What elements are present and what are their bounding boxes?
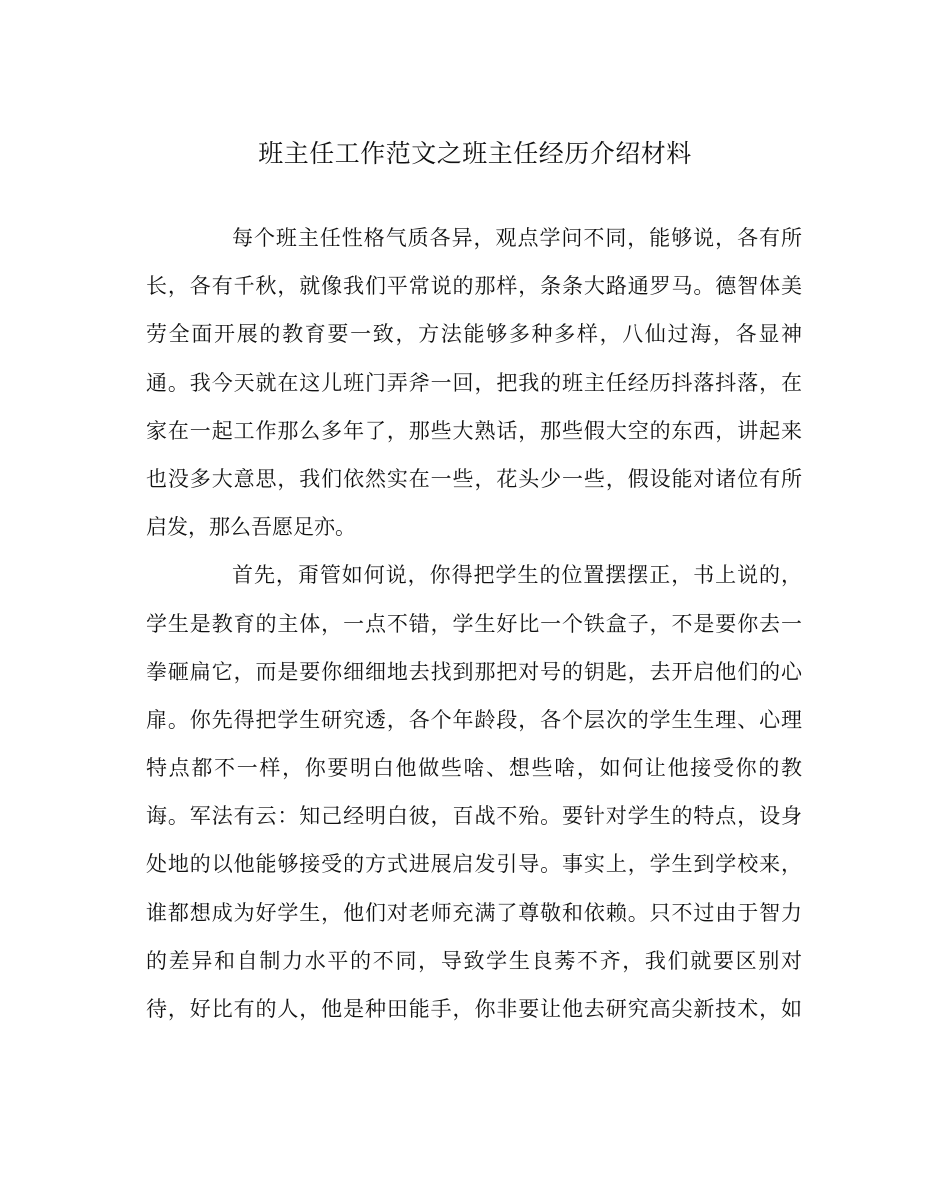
text-line: 也没多大意思，我们依然实在一些，花头少一些，假设能对诸位有所 bbox=[146, 466, 802, 491]
paragraph-2 bbox=[146, 551, 802, 1033]
text-line: 学生是教育的主体，一点不错，学生好比一个铁盒子，不是要你去一 bbox=[146, 611, 802, 636]
text-line: 劳全面开展的教育要一致，方法能够多种多样，八仙过海，各显神 bbox=[146, 322, 802, 347]
text-line: 处地的以他能够接受的方式进展启发引导。事实上，学生到学校来， bbox=[146, 852, 802, 877]
text-line: 启发，那么吾愿足亦。 bbox=[146, 515, 356, 540]
text-line: 特点都不一样，你要明白他做些啥、想些啥，如何让他接受你的教 bbox=[146, 756, 802, 781]
text-line: 拳砸扁它，而是要你细细地去找到那把对号的钥匙，去开启他们的心 bbox=[146, 659, 802, 684]
document-body bbox=[146, 214, 802, 1033]
text-line: 诲。军法有云：知己经明白彼，百战不殆。要针对学生的特点，设身 bbox=[146, 804, 802, 829]
text-line: 扉。你先得把学生研究透，各个年龄段，各个层次的学生生理、心理 bbox=[146, 707, 802, 732]
text-line: 谁都想成为好学生，他们对老师充满了尊敬和依赖。只不过由于智力 bbox=[146, 900, 802, 925]
text-line: 的差异和自制力水平的不同，导致学生良莠不齐，我们就要区别对 bbox=[146, 948, 802, 973]
text-line: 每个班主任性格气质各异，观点学问不同，能够说，各有所 bbox=[232, 226, 802, 250]
text-line: 家在一起工作那么多年了，那些大熟话，那些假大空的东西，讲起来 bbox=[146, 418, 802, 443]
paragraph-1 bbox=[146, 214, 802, 551]
text-line: 通。我今天就在这儿班门弄斧一回，把我的班主任经历抖落抖落，在 bbox=[146, 370, 802, 395]
document-title: 班主任工作范文之班主任经历介绍材料 bbox=[258, 139, 692, 168]
text-line: 待，好比有的人，他是种田能手，你非要让他去研究高尖新技术，如 bbox=[146, 997, 802, 1021]
text-line: 长，各有千秋，就像我们平常说的那样，条条大路通罗马。德智体美 bbox=[146, 274, 802, 299]
text-line: 首先，甭管如何说，你得把学生的位置摆摆正，书上说的， bbox=[232, 563, 802, 588]
